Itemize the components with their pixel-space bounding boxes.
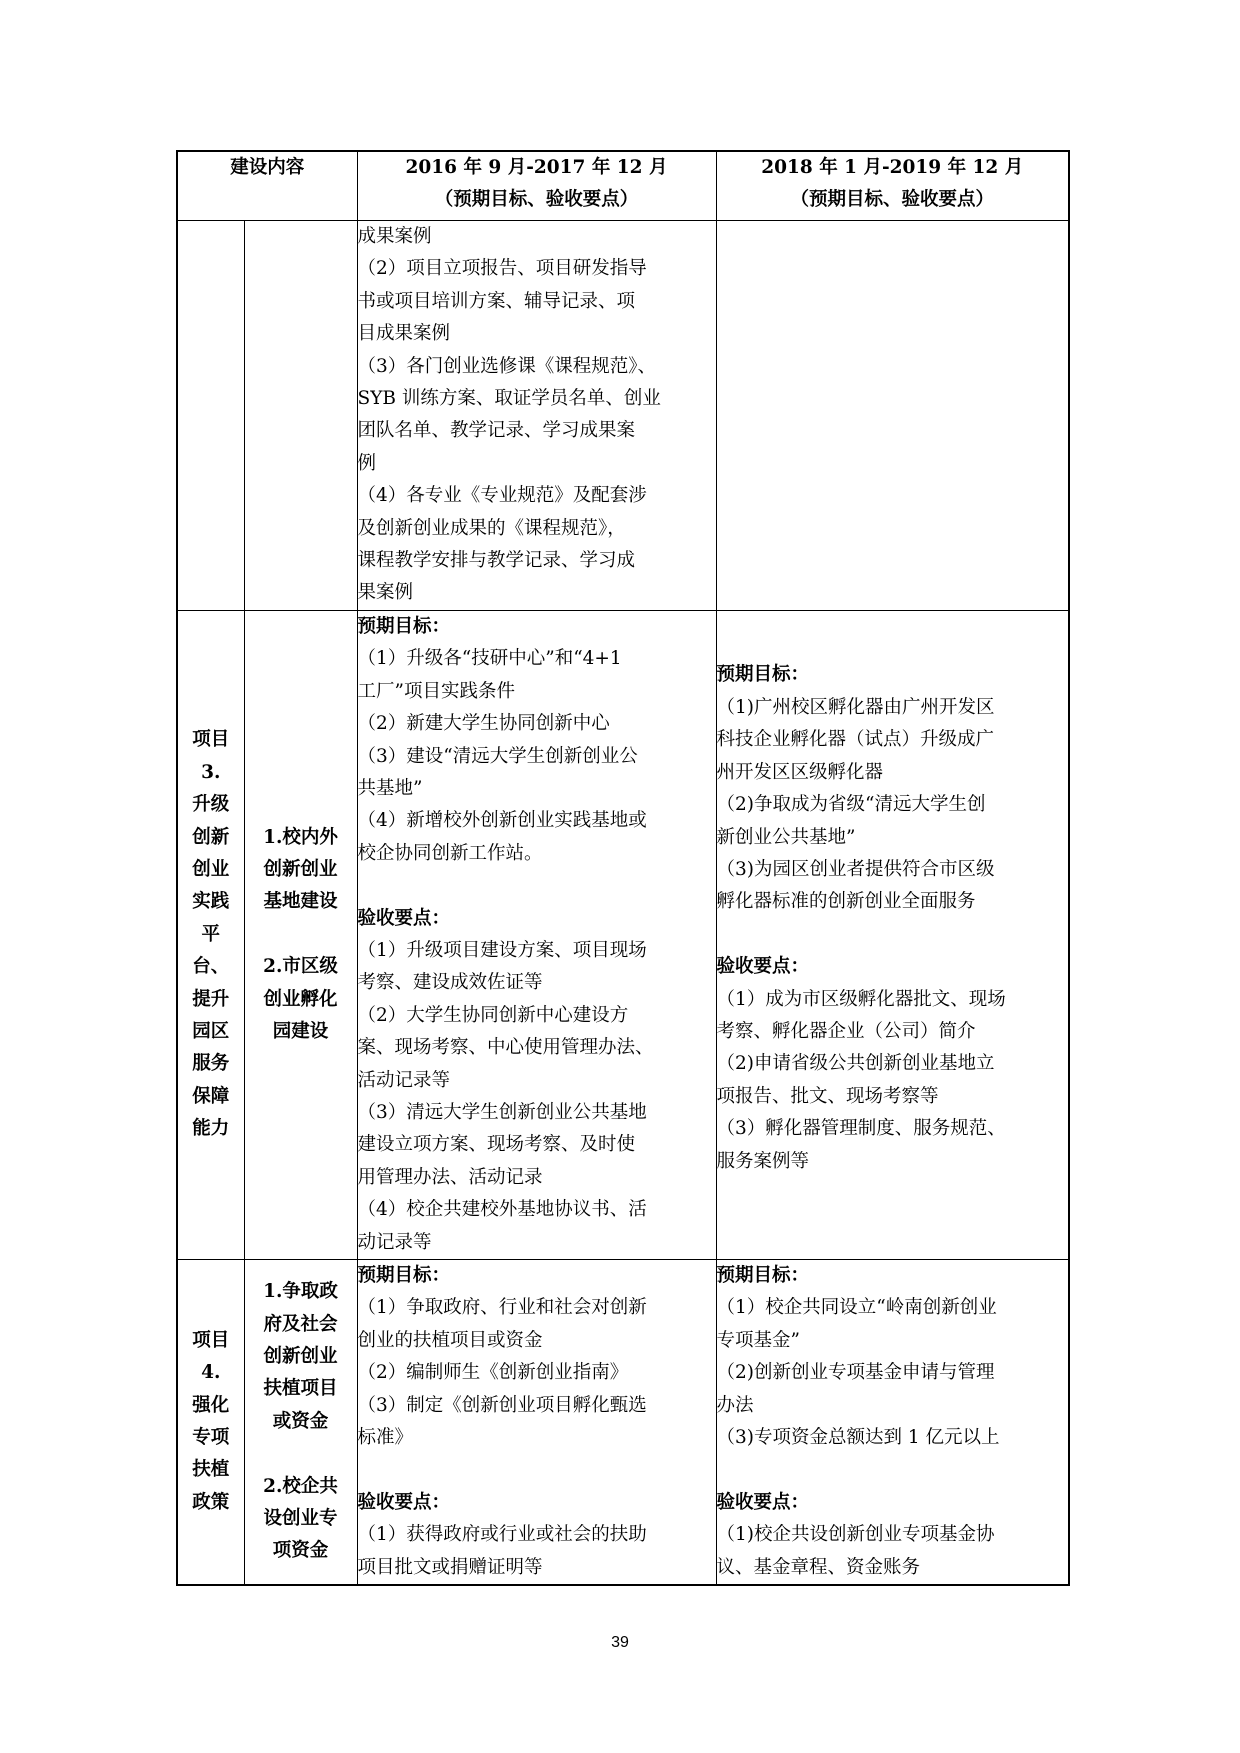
project-label-line: 平 bbox=[201, 923, 220, 945]
check-line: （1)校企共设创新创业专项基金协 bbox=[716, 1524, 995, 1546]
project-label-line: 服务 bbox=[192, 1053, 230, 1075]
goal-line: （1）争取政府、行业和社会对创新 bbox=[357, 1297, 647, 1319]
goal-line: 创业的扶植项目或资金 bbox=[357, 1329, 543, 1351]
project3-label bbox=[177, 610, 244, 1259]
project-label-line: 创业 bbox=[192, 858, 230, 880]
sub-item-line: 创新创业 bbox=[263, 1346, 338, 1367]
goal-line: （4）新增校外创新创业实践基地或 bbox=[357, 810, 647, 832]
goal-line: 工厂”项目实践条件 bbox=[357, 680, 515, 702]
goal-title: 预期目标： bbox=[716, 664, 810, 686]
sub-item-line: 2.校企共 bbox=[263, 1475, 338, 1497]
project-label-line: 升级 bbox=[192, 794, 230, 816]
construction-content-table bbox=[176, 150, 1070, 1586]
project-label-line: 创新 bbox=[192, 826, 230, 848]
goal-line: 专项基金” bbox=[716, 1329, 800, 1351]
sub-item-line: 创业孵化 bbox=[263, 988, 338, 1010]
check-line: 考察、建设成效佐证等 bbox=[357, 972, 543, 994]
check-line: 活动记录等 bbox=[357, 1069, 451, 1091]
project-label-line: 项目 bbox=[192, 1329, 230, 1351]
project4-label bbox=[177, 1259, 244, 1585]
sub-item-empty bbox=[244, 221, 357, 611]
goal-line: （1)广州校区孵化器由广州开发区 bbox=[716, 696, 995, 718]
text-line: SYB 训练方案、取证学员名单、创业 bbox=[357, 388, 661, 410]
goal-line: （1）升级各“技研中心”和“4+1 bbox=[357, 648, 622, 670]
sub-item-line bbox=[245, 1438, 357, 1470]
check-line: 考察、孵化器企业（公司）简介 bbox=[716, 1020, 976, 1042]
header-phase1: 2016 年 9 月-2017 年 12 月 （预期目标、验收要点） bbox=[357, 151, 716, 221]
check-title: 验收要点： bbox=[716, 1491, 810, 1513]
table-row-continued bbox=[177, 221, 1069, 611]
text-line: 书或项目培训方案、辅导记录、项 bbox=[357, 290, 636, 312]
goal-line: 新创业公共基地” bbox=[716, 826, 856, 848]
goal-line: （2）新建大学生协同创新中心 bbox=[357, 713, 610, 735]
goal-line: 科技企业孵化器（试点）升级成广 bbox=[716, 729, 995, 751]
table-row-project4 bbox=[177, 1259, 1069, 1585]
sub-item-line: 扶植项目 bbox=[263, 1378, 338, 1400]
sub-item-line: 园建设 bbox=[272, 1020, 329, 1042]
sub-item-line: 项资金 bbox=[272, 1540, 329, 1562]
goal-line: （1）校企共同设立“岭南创新创业 bbox=[716, 1297, 997, 1319]
project-label-line: 能力 bbox=[192, 1118, 230, 1140]
check-line: 用管理办法、活动记录 bbox=[357, 1166, 543, 1188]
check-line: （1）升级项目建设方案、项目现场 bbox=[357, 939, 647, 961]
sub-item-line: 2.市区级 bbox=[263, 956, 338, 978]
goal-line: 孵化器标准的创新创业全面服务 bbox=[716, 891, 976, 913]
text-line: 团队名单、教学记录、学习成果案 bbox=[357, 420, 636, 442]
check-line: 项报告、批文、现场考察等 bbox=[716, 1085, 939, 1107]
goal-title: 预期目标： bbox=[716, 1264, 810, 1286]
project-label-empty bbox=[177, 221, 244, 611]
page-number: 39 bbox=[611, 1634, 629, 1651]
project-label-line: 保障 bbox=[192, 1085, 230, 1107]
goal-line: （2)创新创业专项基金申请与管理 bbox=[716, 1362, 995, 1384]
project-label-line: 专项 bbox=[192, 1427, 230, 1448]
check-line: 服务案例等 bbox=[716, 1150, 810, 1172]
project-label-line: 4. bbox=[201, 1362, 221, 1384]
text-line: 成果案例 bbox=[357, 226, 432, 247]
text-line: 及创新创业成果的《课程规范》， bbox=[357, 517, 626, 539]
check-line: （2)申请省级公共创新创业基地立 bbox=[716, 1053, 995, 1075]
check-line: 项目批文或捐赠证明等 bbox=[357, 1556, 543, 1578]
sub-item-line: 1.争取政 bbox=[263, 1281, 338, 1303]
goal-title: 预期目标： bbox=[357, 615, 451, 637]
sub-item-line: 创新创业 bbox=[263, 858, 338, 880]
sub-item-line: 基地建设 bbox=[263, 891, 338, 913]
header-phase2: 2018 年 1 月-2019 年 12 月 （预期目标、验收要点） bbox=[716, 151, 1069, 221]
project4-sub-items bbox=[244, 1259, 357, 1585]
project-label-line: 台、 bbox=[192, 956, 230, 978]
text-line: （4）各专业《专业规范》及配套涉 bbox=[357, 485, 647, 507]
sub-item-line: 或资金 bbox=[272, 1410, 329, 1432]
goal-line: （3）制定《创新创业项目孵化甄选 bbox=[357, 1394, 647, 1416]
check-line: 案、现场考察、中心使用管理办法、 bbox=[357, 1037, 654, 1059]
project-label-line: 政策 bbox=[192, 1491, 230, 1513]
check-line: （2）大学生协同创新中心建设方 bbox=[357, 1004, 629, 1026]
check-line: （4）校企共建校外基地协议书、活 bbox=[357, 1199, 647, 1221]
table-row-project3 bbox=[177, 610, 1069, 1259]
goal-line: （3)为园区创业者提供符合市区级 bbox=[716, 858, 995, 880]
project4-phase1-cell bbox=[357, 1259, 716, 1585]
project4-phase2-cell bbox=[716, 1259, 1069, 1585]
text-line: 目成果案例 bbox=[357, 323, 451, 345]
text-line: （3）各门创业选修课《课程规范》、 bbox=[357, 355, 657, 377]
check-line: （3）清远大学生创新创业公共基地 bbox=[357, 1101, 647, 1123]
header-content: 建设内容 bbox=[177, 151, 357, 221]
check-title: 验收要点： bbox=[716, 956, 810, 978]
check-line: （1）获得政府或行业或社会的扶助 bbox=[357, 1524, 647, 1546]
project-label-line: 提升 bbox=[192, 988, 230, 1010]
goal-line: （3）建设“清远大学生创新创业公 bbox=[357, 745, 638, 767]
text-line: 课程教学安排与教学记录、学习成 bbox=[357, 550, 636, 572]
project-label-line: 园区 bbox=[192, 1020, 230, 1042]
goal-line: 校企协同创新工作站。 bbox=[357, 842, 543, 864]
text-line: （2）项目立项报告、项目研发指导 bbox=[357, 258, 647, 280]
project-label-line: 扶植 bbox=[192, 1459, 230, 1481]
sub-item-line: 1.校内外 bbox=[263, 826, 338, 848]
continued-phase2-cell bbox=[716, 221, 1069, 611]
text-line: 例 bbox=[357, 452, 377, 474]
check-title: 验收要点： bbox=[357, 907, 451, 929]
sub-item-line: 府及社会 bbox=[263, 1313, 338, 1335]
check-line: （3）孵化器管理制度、服务规范、 bbox=[716, 1118, 1006, 1140]
goal-line: 州开发区区级孵化器 bbox=[716, 761, 884, 783]
project3-phase2-cell bbox=[716, 610, 1069, 1259]
sub-item-line: 设创业专 bbox=[263, 1508, 338, 1530]
goal-line: （3)专项资金总额达到 1 亿元以上 bbox=[716, 1427, 1000, 1449]
check-line: 动记录等 bbox=[357, 1231, 432, 1253]
sub-item-line bbox=[245, 919, 357, 951]
goal-title: 预期目标： bbox=[357, 1264, 451, 1286]
continued-phase1-cell bbox=[357, 221, 716, 611]
check-line: （1）成为市区级孵化器批文、现场 bbox=[716, 988, 1006, 1010]
goal-line: 办法 bbox=[716, 1394, 754, 1416]
goal-line: （2）编制师生《创新创业指南》 bbox=[357, 1362, 629, 1384]
goal-line: 共基地” bbox=[357, 777, 423, 799]
table-header-row bbox=[177, 151, 1069, 221]
project-label-line: 项目 bbox=[192, 729, 230, 751]
check-line: 建设立项方案、现场考察、及时使 bbox=[357, 1134, 636, 1156]
project-label-line: 3. bbox=[201, 761, 221, 783]
goal-line: （2)争取成为省级“清远大学生创 bbox=[716, 794, 986, 816]
project-label-line: 实践 bbox=[192, 891, 230, 913]
project-label-line: 强化 bbox=[192, 1394, 230, 1416]
check-line: 议、基金章程、资金账务 bbox=[716, 1556, 921, 1578]
goal-line: 标准》 bbox=[357, 1427, 414, 1449]
text-line: 果案例 bbox=[357, 582, 414, 604]
project3-phase1-cell bbox=[357, 610, 716, 1259]
check-title: 验收要点： bbox=[357, 1491, 451, 1513]
project3-sub-items bbox=[244, 610, 357, 1259]
